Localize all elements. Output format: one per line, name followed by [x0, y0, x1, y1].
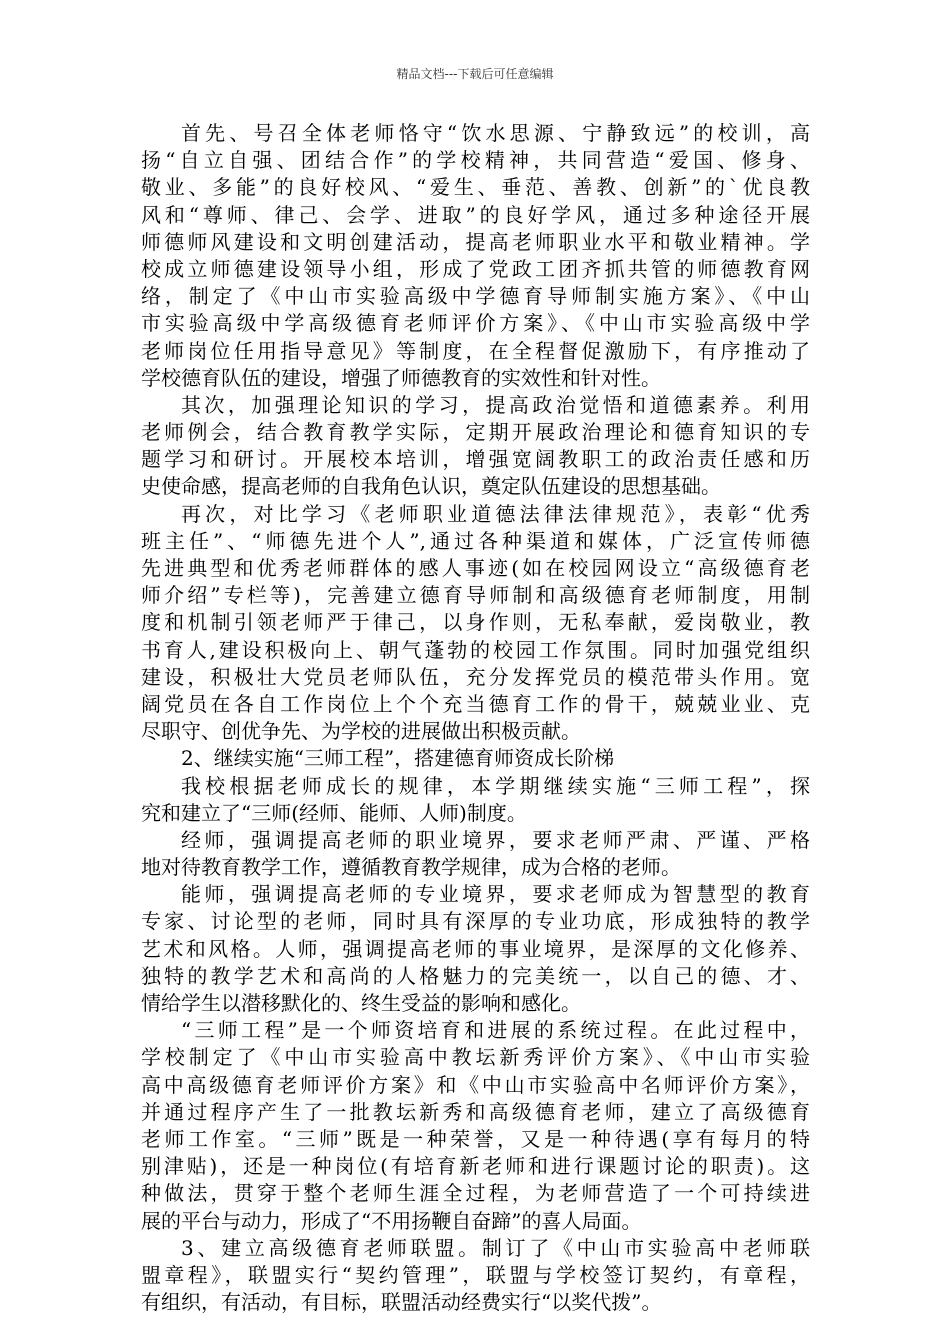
text-line: 能师，强调提高老师的专业境界，要求老师成为智慧型的教育 [181, 882, 810, 907]
text-line: 其次，加强理论知识的学习，提高政治觉悟和道德素养。利用 [181, 392, 810, 417]
text-line: 校成立师德建设领导小组，形成了党政工团齐抓共管的师德教育网 [141, 256, 810, 281]
text-line: 首先、号召全体老师恪守“饮水思源、宁静致远”的校训，高 [181, 121, 810, 145]
text-line: 老师岗位任用指导意见》等制度，在全程督促激励下，有序推动了 [141, 338, 810, 363]
text-line: 艺术和风格。人师，强调提高老师的事业境界，是深厚的文化修养、 [141, 936, 810, 961]
text-line: 我校根据老师成长的规律，本学期继续实施“三师工程”，探 [181, 773, 810, 798]
text-line: 题学习和研讨。开展校本培训，增强宽阔教职工的政治责任感和历 [141, 447, 810, 472]
text-line: 老师工作室。“三师”既是一种荣誉，又是一种待遇(享有每月的特 [141, 1126, 810, 1151]
text-line: 种做法，贯穿于整个老师生涯全过程，为老师营造了一个可持续进 [141, 1181, 810, 1206]
text-line: 地对待教育教学工作，遵循教育教学规律，成为合格的老师。 [141, 855, 681, 880]
text-line: 盟章程》，联盟实行“契约管理”，联盟与学校签订契约，有章程， [141, 1262, 810, 1287]
text-line: 络，制定了《中山市实验高级中学德育导师制实施方案》、《中山 [141, 284, 810, 309]
text-line: 敬业、多能”的良好校风、“爱生、垂范、善教、创新”的`优良教 [141, 175, 810, 200]
document-body [141, 120, 810, 1316]
text-line: 3、建立高级德育老师联盟。制订了《中山市实验高中老师联 [181, 1235, 810, 1260]
text-line: 市实验高级中学高级德育老师评价方案》、《中山市实验高级中学 [141, 311, 810, 336]
text-line: 阔党员在各自工作岗位上个个充当德育工作的骨干，兢兢业业、克 [141, 691, 810, 716]
text-line: 专家、讨论型的老师，同时具有深厚的专业功底，形成独特的教学 [141, 909, 810, 934]
text-line: 风和“尊师、律己、会学、进取”的良好学风，通过多种途径开展 [141, 202, 810, 227]
text-line: 并通过程序产生了一批教坛新秀和高级德育老师，建立了高级德育 [141, 1099, 810, 1124]
text-line: 2、继续实施“三师工程”，搭建德育师资成长阶梯 [181, 746, 615, 771]
text-line: 学校制定了《中山市实验高中教坛新秀评价方案》、《中山市实验 [141, 1045, 810, 1070]
text-line: 有组织，有活动，有目标，联盟活动经费实行“以奖代拨”。 [141, 1290, 662, 1315]
text-line: 尽职守、创优争先、为学校的进展做出积极贡献。 [141, 719, 581, 744]
text-line: 独特的教学艺术和高尚的人格魅力的完美统一，以自己的德、才、 [141, 963, 810, 988]
text-line: 展的平台与动力，形成了“不用扬鞭自奋蹄”的喜人局面。 [141, 1208, 642, 1233]
text-line: 高中高级德育老师评价方案》和《中山市实验高中名师评价方案》， [141, 1072, 810, 1097]
text-line: 老师例会，结合教育教学实际，定期开展政治理论和德育知识的专 [141, 420, 810, 445]
text-line: 究和建立了“三师(经师、能师、人师)制度。 [141, 800, 527, 825]
text-line: 先进典型和优秀老师群体的感人事迹(如在校园网设立“高级德育老 [141, 556, 810, 580]
text-line: 度和机制引领老师严于律己，以身作则，无私奉献，爱岗敬业，教 [141, 610, 810, 635]
text-line: 师德师风建设和文明创建活动，提高老师职业水平和敬业精神。学 [141, 229, 810, 254]
text-line: 师介绍”专栏等)，完善建立德育导师制和高级德育老师制度，用制 [141, 583, 810, 608]
text-line: 再次，对比学习《老师职业道德法律法律规范》，表彰“优秀 [181, 501, 810, 526]
page-header: 精品文档---下载后可任意编辑 [396, 67, 554, 81]
text-line: 建设，积极壮大党员老师队伍，充分发挥党员的模范带头作用。宽 [141, 664, 810, 689]
text-line: 史使命感，提高老师的自我角色认识，奠定队伍建设的思想基础。 [141, 474, 721, 499]
text-line: 学校德育队伍的建设，增强了师德教育的实效性和针对性。 [141, 365, 661, 390]
text-line: 书育人,建设积极向上、朝气蓬勃的校园工作氛围。同时加强党组织 [141, 637, 810, 662]
text-line: 别津贴)，还是一种岗位(有培育新老师和进行课题讨论的职责)。这 [141, 1154, 810, 1179]
text-line: 扬“自立自强、团结合作”的学校精神，共同营造“爱国、修身、 [141, 148, 810, 173]
text-line: “三师工程”是一个师资培育和进展的系统过程。在此过程中， [181, 1018, 810, 1043]
text-line: 经师，强调提高老师的职业境界，要求老师严肃、严谨、严格 [181, 827, 810, 852]
text-line: 班主任”、“师德先进个人”,通过各种渠道和媒体，广泛宣传师德 [141, 528, 810, 553]
text-line: 情给学生以潜移默化的、终生受益的影响和感化。 [141, 991, 581, 1015]
